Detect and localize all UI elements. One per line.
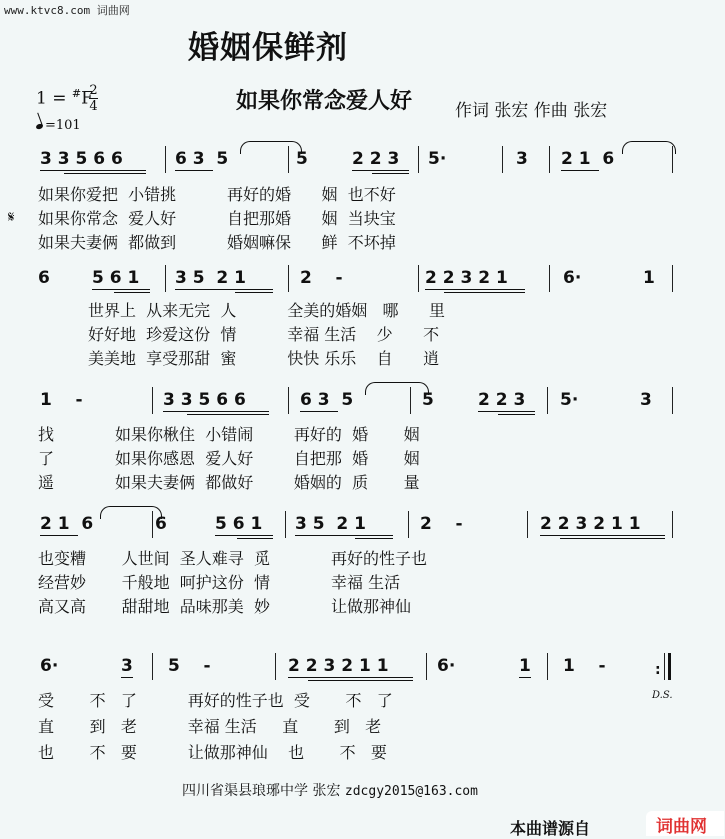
repeat-sign: : xyxy=(655,662,661,678)
lyric-line: 好好地 珍爱这份 情 幸福 生活 少 不 xyxy=(88,325,440,344)
lyric-line: 经营妙 千般地 呵护这份 情 幸福 生活 xyxy=(38,573,401,592)
notes-group: 3 xyxy=(640,390,652,410)
song-title: 婚姻保鲜剂 xyxy=(188,30,348,66)
segno-icon: 𝄋 xyxy=(8,208,15,226)
notes-group: 5 - xyxy=(168,656,211,676)
notes-group: 2 2 3 2 1 1 xyxy=(288,656,389,676)
time-signature xyxy=(89,84,98,113)
lyric-line: 如果你常念 爱人好 自把那婚 姻 当块宝 xyxy=(38,209,396,228)
key-signature xyxy=(36,87,93,109)
notes-group: 6· xyxy=(437,656,456,676)
lyric-line: 如果你爱把 小错挑 再好的婚 姻 也不好 xyxy=(38,185,396,204)
site-logo xyxy=(646,811,724,836)
key-prefix: 1 = xyxy=(36,88,72,109)
notes-group: 3 xyxy=(516,149,528,169)
tempo-value: =101 xyxy=(45,118,81,133)
credits: 作词 张宏 作曲 张宏 xyxy=(455,101,608,121)
logo-text: 词曲网 xyxy=(656,817,707,837)
notes-group: 2 2 3 2 1 xyxy=(425,268,508,288)
notes-group: 2 1 6 xyxy=(561,149,615,169)
lyric-line: 了 如果你感恩 爱人好 自把那 婚 姻 xyxy=(38,449,420,468)
notes-group: 1 xyxy=(519,656,531,676)
notes-group: 6· xyxy=(40,656,59,676)
notes-group: 5 6 1 xyxy=(215,514,263,534)
lyric-line: 高又高 甜甜地 品味那美 妙 让做那神仙 xyxy=(38,597,411,616)
notes-group: 2 - xyxy=(420,514,463,534)
dal-segno-mark: D.S. xyxy=(652,690,673,701)
notes-group: 2 2 3 2 1 1 xyxy=(540,514,641,534)
notes-group: 3 5 2 1 xyxy=(175,268,246,288)
notes-group: 3 3 5 6 6 xyxy=(40,149,123,169)
lyric-line: 也 不 要 让做那神仙 也 不 要 xyxy=(38,743,387,762)
footer-email: zdcgy2015@163.com xyxy=(344,784,478,799)
lyric-line: 受 不 了 再好的性子也 受 不 了 xyxy=(38,691,393,710)
meter-top: 2 xyxy=(89,83,98,98)
notes-group: 1 xyxy=(643,268,655,288)
notes-group: 1 - xyxy=(563,656,606,676)
meter-bottom: 4 xyxy=(89,99,98,114)
notes-group: 2 2 3 xyxy=(352,149,400,169)
lyric-line: 直 到 老 幸福 生活 直 到 老 xyxy=(38,717,382,736)
song-subtitle: 如果你常念爱人好 xyxy=(236,89,413,114)
notes-group: 3 5 2 1 xyxy=(295,514,366,534)
quarter-note-icon xyxy=(35,123,43,130)
notes-group: 5· xyxy=(428,149,447,169)
notes-group: 2 2 3 xyxy=(478,390,526,410)
lyric-line: 如果夫妻俩 都做到 婚姻嘛保 鲜 不坏掉 xyxy=(38,233,396,252)
source-note: 本曲谱源自 xyxy=(510,819,591,838)
footer-school: 四川省渠县琅琊中学 张宏 xyxy=(182,783,341,799)
notes-group: 5 xyxy=(296,149,308,169)
lyric-line: 遥 如果夫妻俩 都做好 婚姻的 质 量 xyxy=(38,473,420,492)
notes-group: 6· xyxy=(563,268,582,288)
notes-group: 6 3 5 xyxy=(175,149,229,169)
key-note: F xyxy=(81,88,93,109)
watermark: www.ktvc8.com 词曲网 xyxy=(4,4,130,17)
notes-group: 2 - xyxy=(300,268,343,288)
notes-group: 3 3 5 6 6 xyxy=(163,390,246,410)
notes-group: 2 1 6 xyxy=(40,514,94,534)
notes-group: 5 xyxy=(422,390,434,410)
tempo-marking xyxy=(36,118,81,133)
lyric-line: 世界上 从来无完 人 全美的婚姻 哪 里 xyxy=(88,301,445,320)
notes-group: 5· xyxy=(560,390,579,410)
score-system-3 xyxy=(0,384,725,424)
lyric-line: 美美地 享受那甜 蜜 快快 乐乐 自 逍 xyxy=(88,349,440,368)
notes-group: 6 xyxy=(38,268,50,288)
lyric-line: 找 如果你楸住 小错闹 再好的 婚 姻 xyxy=(38,425,420,444)
notes-group: 3 xyxy=(121,656,133,676)
notes-group: 6 3 5 xyxy=(300,390,354,410)
notes-group: 1 - xyxy=(40,390,83,410)
footer-credit xyxy=(182,780,478,800)
lyric-line: 也变糟 人世间 圣人难寻 觅 再好的性子也 xyxy=(38,549,427,568)
notes-group: 6 xyxy=(155,514,167,534)
sharp-sign: # xyxy=(71,87,82,100)
notes-group: 5 6 1 xyxy=(92,268,140,288)
